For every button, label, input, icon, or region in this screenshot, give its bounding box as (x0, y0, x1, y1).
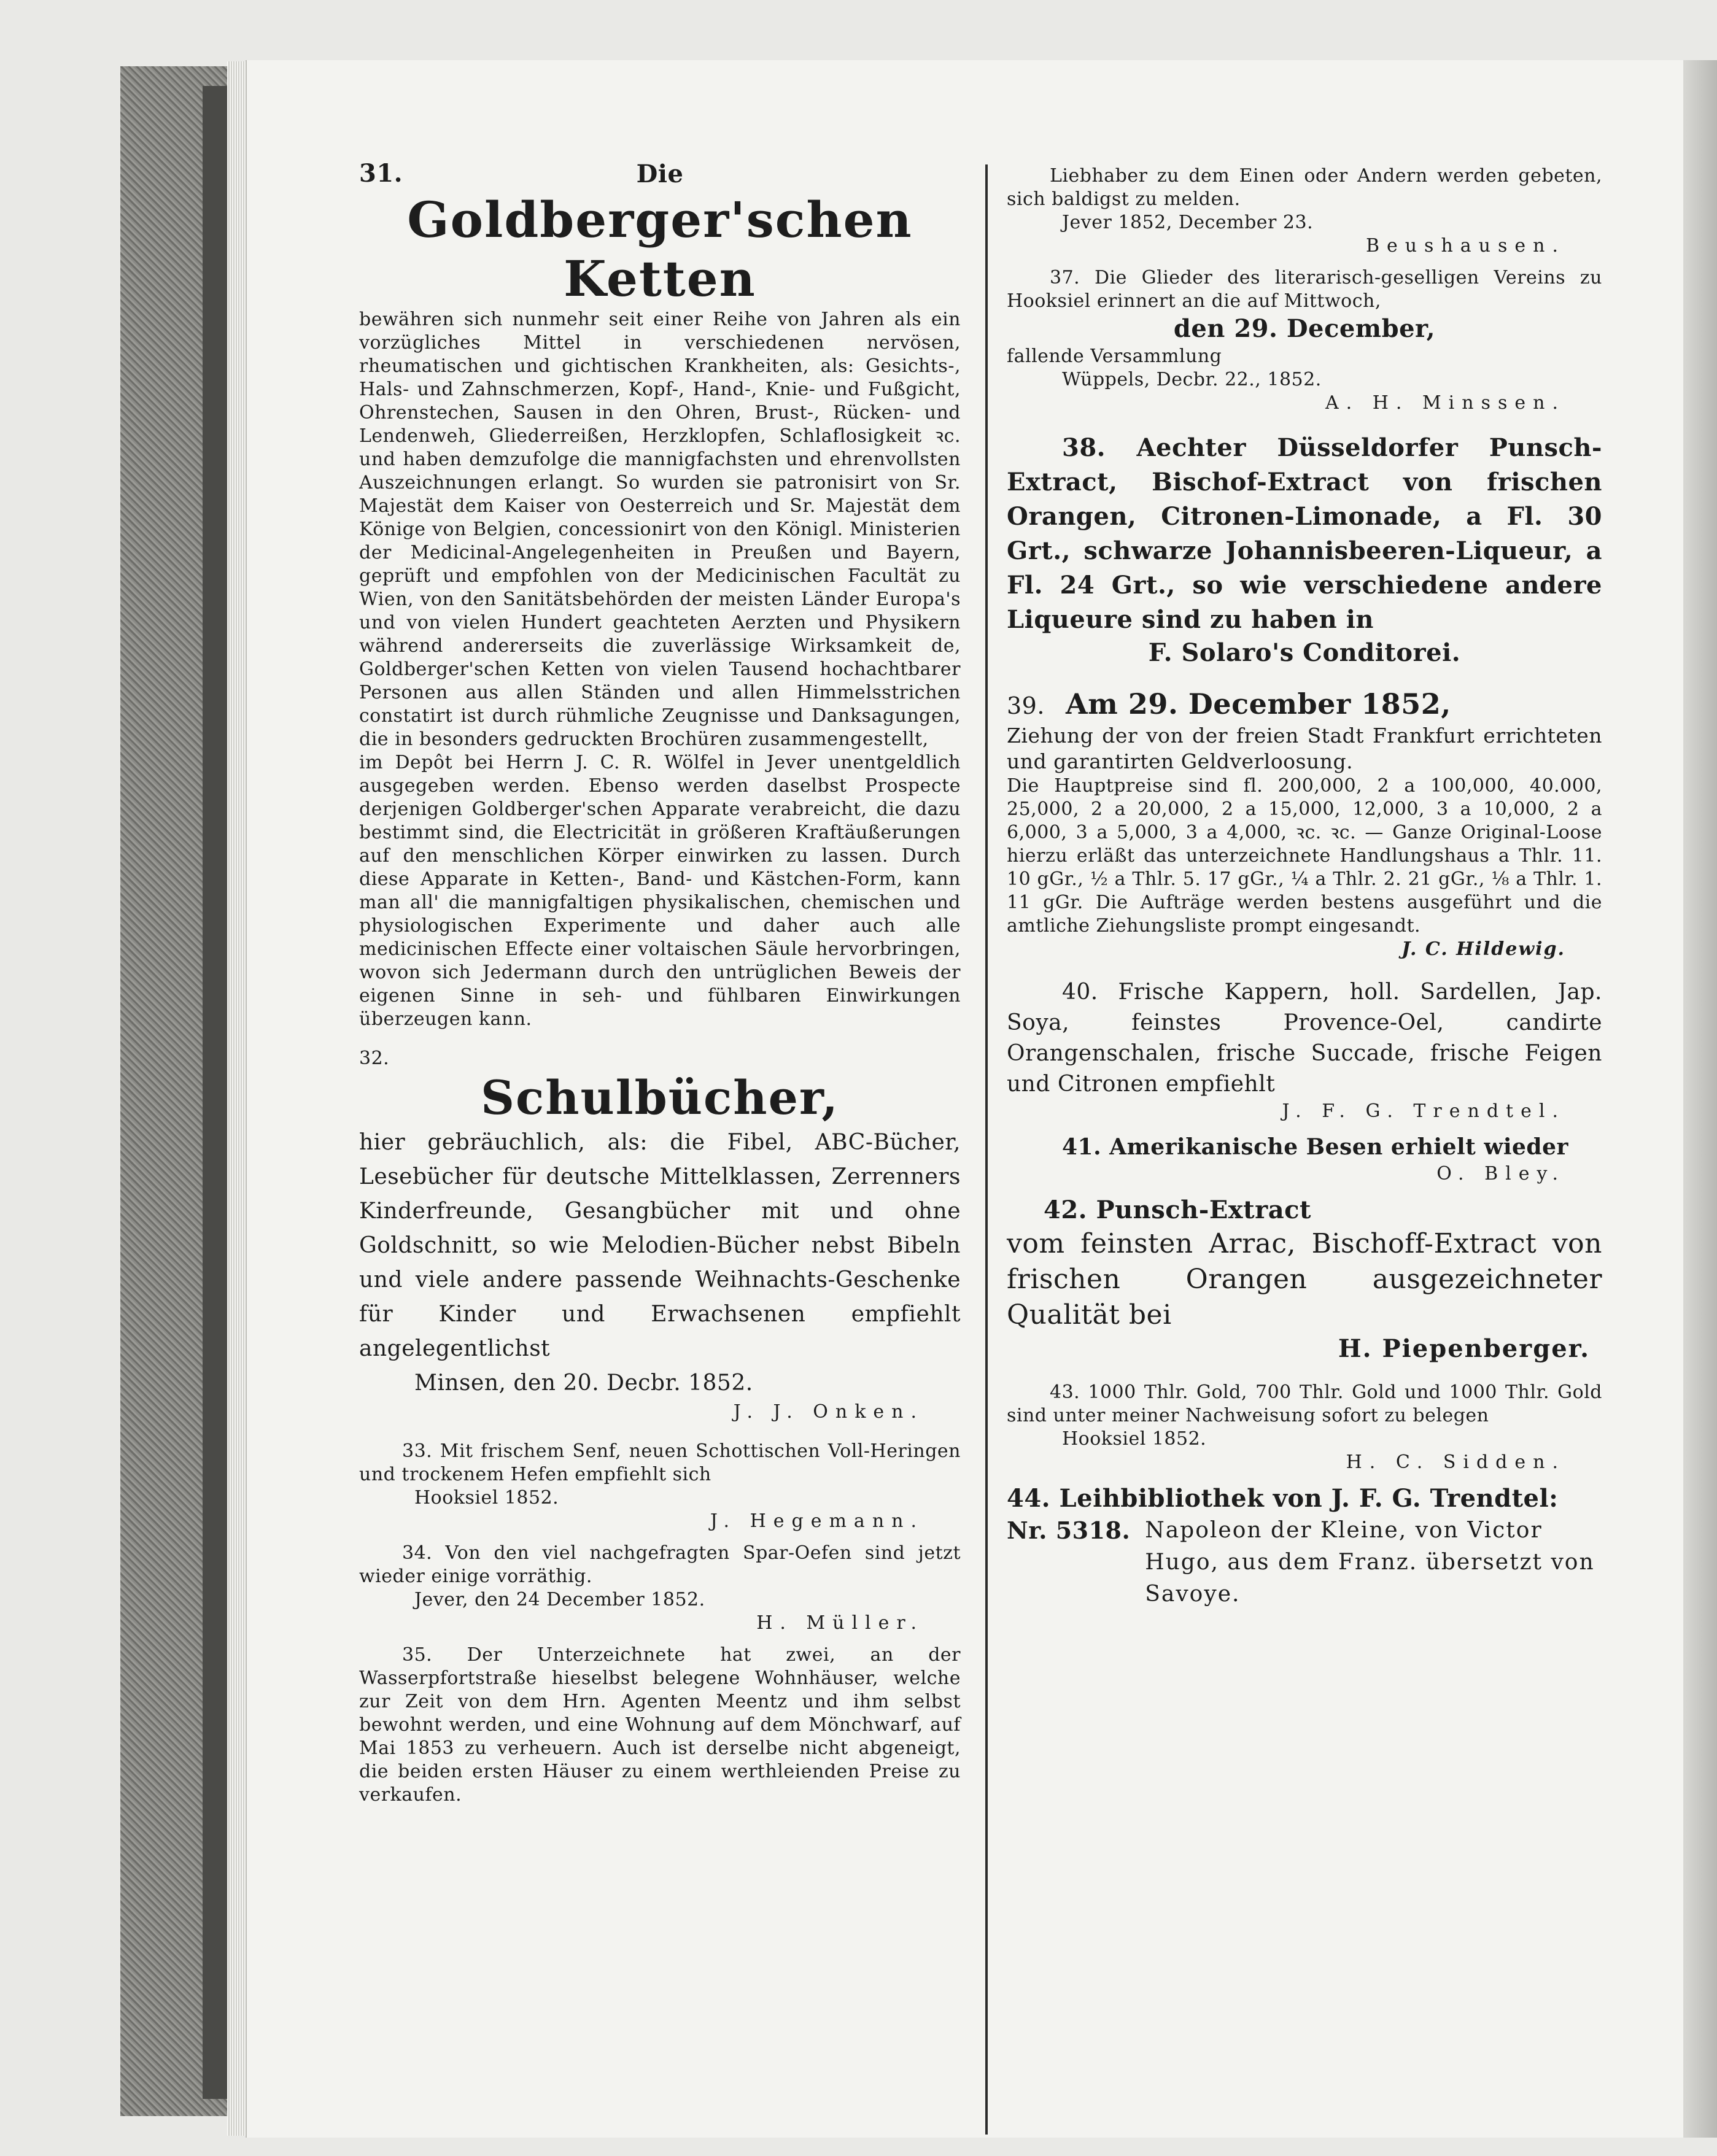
ad-title: Schulbücher, (481, 1070, 839, 1125)
ad-signature: F. Solaro's Conditorei. (1148, 638, 1461, 667)
ad-40 (1007, 977, 1602, 1123)
ad-body: hier gebräuchlich, als: die Fibel, ABC-Bücher, Lesebücher für deutsche Mittelklassen, Zerrenners Kinderfreunde, Gesangbücher mit und ohne Goldschnitt, so wie Melodien-Bücher nebst Bibeln und viele andere passende Weihnachts-Geschenke für Kinder und Erwachsenen empfiehlt angelegentlichst (359, 1130, 961, 1361)
ad-body: 38. Aechter Düsseldorfer Punsch-Extract, Bischof-Extract von frischen Orangen, Citronen-Limonade, a Fl. 30 Grt., schwarze Johannisbeeren-Liqueur, a Fl. 24 Grt., so wie verschiedene andere Liqueure sind zu haben in (1007, 433, 1602, 634)
catalog-number: Nr. 5318. (1007, 1517, 1131, 1544)
ad-number: 32. (359, 1048, 390, 1069)
ad-place: Jever, den 24 December 1852. (414, 1589, 705, 1610)
ad-number: 39. (1007, 692, 1045, 719)
column-rule (985, 164, 988, 2135)
ad-body: 35. Der Unterzeichnete hat zwei, an der Wasserpfortstraße hieselbst belegene Wohnhäuser, welche zur Zeit von dem Hrn. Agenten Meentz und ihm selbst bewohnt werden, und eine Wohnung auf dem Mönchwarf, auf Mai 1853 zu verheuern. Auch ist derselbe nicht abgeneigt, die beiden ersten Häuser zu einem werthleienden Preise zu verkaufen. (359, 1644, 961, 1806)
ad-43 (1007, 1381, 1602, 1474)
ad-place: Hooksiel 1852. (414, 1487, 559, 1509)
ad-body: 33. Mit frischem Senf, neuen Schottischen Voll-Heringen und trockenem Hefen empfiehlt sich (359, 1440, 961, 1485)
ad-32 (359, 1047, 961, 1424)
ad-31 (359, 158, 961, 1031)
ad-number: 31. (359, 159, 403, 188)
ad-place: Jever 1852, December 23. (1062, 212, 1314, 233)
ad-signature: J. J. Onken. (733, 1401, 924, 1423)
ad-signature: J. Hegemann. (710, 1510, 924, 1532)
ad-signature: O. Bley. (1436, 1163, 1565, 1184)
ad-body-depot: im Depôt bei Herrn J. C. R. Wölfel in Jever unentgeldlich ausgegeben werden. Ebenso werden daselbst Prospecte derjenigen Goldberger'schen Apparate verabreicht, die dazu bestimmt sind, die Electricität in größeren Kraftäußerungen auf den menschlichen Körper einwirken zu lassen. Durch diese Apparate in Ketten-, Band- und Kästchen-Form, kann man all' die mannigfaltigen physikalischen, chemischen und physiologischen Experimente und daher auch alle medicinischen Effecte einer voltaischen Säule hervorbringen, wovon sich Jedermann durch den untrüglichen Beweis der eigenen Sinne in seh- und fühlbaren Einwirkungen überzeugen kann. (359, 752, 961, 1030)
ad-body: Ziehung der von der freien Stadt Frankfurt errichteten und garantirten Geldverloosung. (1007, 724, 1602, 773)
ad-signature: H. C. Sidden. (1346, 1451, 1565, 1473)
ad-body: 37. Die Glieder des literarisch-geselligen Vereins zu Hooksiel erinnert an die auf Mittwoch, (1007, 267, 1602, 312)
page-stack-edge (227, 61, 248, 2136)
ad-42 (1007, 1194, 1602, 1365)
ad-44 (1007, 1483, 1602, 1610)
ad-body: 40. Frische Kappern, holl. Sardellen, Jap. Soya, feinstes Provence-Oel, candirte Orangenschalen, frische Succade, frische Feigen und Citronen empfiehlt (1007, 979, 1602, 1097)
ad-title-article: Die (636, 160, 684, 188)
ad-headline: 42. Punsch-Extract (1044, 1196, 1311, 1224)
ad-signature: J. F. G. Trendtel. (1282, 1100, 1565, 1122)
ad-body: bewähren sich nunmehr seit einer Reihe von Jahren als ein vorzügliches Mittel in verschiedenen nervösen, rheumatischen und gichtischen Krankheiten, als: Gesichts-, Hals- und Zahnschmerzen, Kopf-, Hand-, Knie- und Fußgicht, Ohrenstechen, Sausen in den Ohren, Brust-, Rücken- und Lendenweh, Gliederreißen, Herzklopfen, Schlaflosigkeit ꝛc. und haben demzufolge die mannigfachsten und ehrenvollsten Auszeichnungen erlangt. So wurden sie patronisirt von Sr. Majestät dem Kaiser von Oesterreich und Sr. Majestät dem Könige von Belgien, concessionirt von den Königl. Ministerien der Medicinal-Angelegenheiten in Preußen und Bayern, geprüft und empfohlen von der Medicinischen Facultät zu Wien, von den Sanitätsbehörden der meisten Länder Europa's und von vielen Hundert geachteten Aerzten und Physikern während andererseits die zuverlässige Wirksamkeit de, Goldberger'schen Ketten von vielen Tausend hochachtbarer Personen aus allen Ständen und allen Himmelsstrichen constatirt ist durch rühmliche Zeugnisse und Danksagungen, die in besonders gedruckten Brochüren zusammengestellt, (359, 309, 961, 750)
ad-signature: H. Müller. (756, 1612, 924, 1634)
ad-38 (1007, 431, 1602, 669)
ad-signature: A. H. Minssen. (1325, 392, 1565, 414)
ad-body: 41. Amerikanische Besen erhielt wieder (1062, 1134, 1568, 1160)
ad-date: Minsen, den 20. Decbr. 1852. (414, 1370, 753, 1396)
ad-headline: Am 29. December 1852, (1065, 687, 1451, 721)
ad-41 (1007, 1132, 1602, 1186)
ad-body-2: fallende Versammlung (1007, 346, 1222, 367)
ad-37 (1007, 266, 1602, 415)
ad-34 (359, 1542, 961, 1635)
ad-39 (1007, 685, 1602, 961)
ad-body: 43. 1000 Thlr. Gold, 700 Thlr. Gold und 1000 Thlr. Gold sind unter meiner Nachweisung sofort zu belegen (1007, 1381, 1602, 1426)
ad-body: Liebhaber zu dem Einen oder Andern werden gebeten, sich baldigst zu melden. (1007, 165, 1602, 210)
ad-signature: Beushausen. (1365, 235, 1565, 257)
ad-headline: 44. Leihbibliothek von J. F. G. Trendtel: (1007, 1484, 1559, 1513)
ad-body: 34. Von den viel nachgefragten Spar-Oefen sind jetzt wieder einige vorräthig. (359, 1542, 961, 1587)
ad-36 (1007, 164, 1602, 258)
ad-body: Napoleon der Kleine, von Victor Hugo, aus dem Franz. übersetzt von Savoye. (1145, 1518, 1595, 1607)
facing-page-edge (1682, 60, 1717, 2138)
ad-place: Wüppels, Decbr. 22., 1852. (1062, 369, 1322, 390)
ad-33 (359, 1440, 961, 1533)
ad-body: vom feinsten Arrac, Bischoff-Extract von frischen Orangen ausgezeichneter Qualität bei (1007, 1228, 1602, 1331)
ad-body-prizes: Die Hauptpreise sind fl. 200,000, 2 a 100,000, 40.000, 25,000, 2 a 20,000, 2 a 15,000, 12,000, 3 a 10,000, 2 a 6,000, 3 a 5,000, 3 a 4,000, ꝛc. ꝛc. — Ganze Original-Loose hierzu erläßt das unterzeichnete Handlungshaus a Thlr. 11. 10 gGr., ½ a Thlr. 5. 17 gGr., ¼ a Thlr. 2. 21 gGr., ⅛ a Thlr. 1. 11 gGr. Die Aufträge werden bestens ausgeführt und die amtliche Ziehungsliste prompt eingesandt. (1007, 775, 1602, 937)
ad-signature: J. C. Hildewig. (1401, 938, 1565, 960)
ad-title: Goldberger'schen Ketten (407, 191, 913, 307)
ad-date: den 29. December, (1173, 314, 1436, 343)
ad-signature: H. Piepenberger. (1338, 1334, 1590, 1363)
ad-place: Hooksiel 1852. (1062, 1428, 1207, 1450)
ad-35 (359, 1644, 961, 1807)
left-column (359, 158, 961, 1807)
right-column (1007, 164, 1602, 1610)
